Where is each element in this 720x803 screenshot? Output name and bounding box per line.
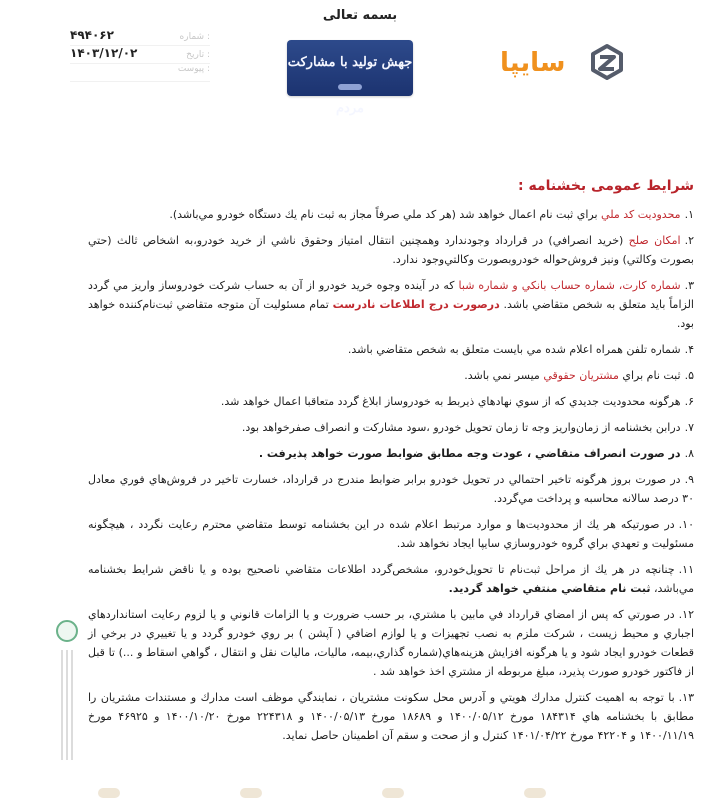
- term-text: در صورت انصراف متقاضي ، عودت وجه مطابق ضوابط صورت خواهد پذيرفت .: [258, 447, 681, 460]
- term-number: ۷.: [684, 421, 694, 434]
- term-item: [88, 470, 694, 508]
- term-text: شماره كارت، شماره حساب بانكي و شماره شبا: [458, 279, 681, 292]
- term-text: ثبت نام براي: [618, 369, 681, 382]
- term-number: ۶.: [684, 395, 694, 408]
- term-number: ۲.: [684, 234, 694, 247]
- term-number: ۱۰.: [678, 518, 694, 531]
- term-number: ۵.: [684, 369, 694, 382]
- letter-date-label: تاریخ :: [186, 50, 210, 60]
- term-text: شماره تلفن همراه اعلام شده مي بايست متعلق به شخص متقاضي باشد.: [347, 343, 681, 356]
- saipa-logo: [500, 34, 630, 94]
- letter-attachment-label: پیوست :: [177, 64, 210, 74]
- term-text: براي ثبت نام اعمال خواهد شد (هر كد ملي صرفاً مجاز به ثبت نام يك دستگاه خودرو مي‌باشد).: [169, 208, 602, 221]
- term-item: [88, 366, 694, 385]
- side-fine-print: [61, 650, 73, 760]
- letter-date: ۱۴۰۳/۱۲/۰۲: [70, 46, 138, 60]
- term-text: ميسر نمي باشد.: [464, 369, 544, 382]
- term-text: در صورتيكه هر يك از محدوديت‌ها و موارد مرتبط اعلام شده در اين بخشنامه توسط متقاضي محترم رعايت نگردد ، هيچگونه مسئوليت و تعهدي براي گروه خودروسازي سايپا ايجاد نخواهد شد.: [88, 518, 694, 550]
- term-text: محدوديت كد ملي: [601, 208, 681, 221]
- meta-date-row: [70, 46, 210, 64]
- term-text: هرگونه محدوديت جديدي كه از سوي نهادهاي ذيربط به خودروساز ابلاغ گردد متعاقبا اعمال خواهد شد.: [220, 395, 681, 408]
- leaf-emblem-icon: [56, 620, 78, 642]
- term-number: ۱۳.: [678, 691, 694, 704]
- letter-number-label: شماره :: [179, 32, 210, 42]
- term-item: [88, 444, 694, 463]
- term-text: تمام مسئوليت آن متوجه متقاضي ثبت‌نام‌كننده خواهد بود.: [88, 298, 694, 330]
- term-item: [88, 340, 694, 359]
- term-item: [88, 560, 694, 598]
- saipa-logo-text: سایپا: [500, 48, 566, 78]
- terms-heading: شرايط عمومی بخشنامه :: [517, 178, 694, 194]
- term-item: [88, 392, 694, 411]
- letter-number: ۴۹۴۰۶۲: [70, 28, 114, 42]
- term-text: درابن بخشنامه از زمان‌واريز وجه تا زمان تحويل خودرو ،سود مشاركت و انصراف صفرخواهد بود.: [241, 421, 681, 434]
- term-item: [88, 605, 694, 681]
- banner-ornament: [287, 84, 413, 92]
- term-text: چنانچه در هر يك از مراحل ثبت‌نام تا تحويل‌خودرو، مشخص‌گردد اطلاعات متقاضي ناصحيح بوده و يا ناقض شرايط بخشنامه مي‌باشد،: [88, 563, 694, 595]
- basmala: بسمه تعالی: [322, 8, 398, 23]
- term-item: [88, 205, 694, 224]
- term-number: ۳.: [684, 279, 695, 292]
- term-number: ۱۲.: [678, 608, 694, 621]
- slogan-text: جهش تولید با مشارکت مردم: [287, 55, 413, 116]
- term-item: [88, 688, 694, 745]
- term-item: [88, 418, 694, 437]
- term-number: ۱.: [684, 208, 694, 221]
- term-text: مشتريان حقوقي: [543, 369, 619, 382]
- term-number: ۹.: [684, 473, 694, 486]
- footer-ornament: [98, 788, 578, 800]
- letter-meta: [70, 28, 210, 82]
- slogan-banner: [287, 40, 413, 116]
- term-item: [88, 515, 694, 553]
- meta-number-row: [70, 28, 210, 46]
- terms-list: [88, 205, 694, 752]
- term-item: [88, 231, 694, 269]
- term-text: با توجه به اهميت كنترل مدارك هويتي و آدرس محل سكونت مشتريان ، نمايندگي موظف است مدارك و مستندات مشتريان را مطابق با بخشنامه هاي ۱۸۴۳۱۴ مورخ ۱۴۰۰/۰۵/۱۲ و ۱۸۶۸۹ مورخ ۱۴۰۰/۰۵/۱۳ و ۲۲۴۳۱۸ مورخ ۱۴۰۰/۱۰/۲۰ و ۴۶۹۲۵ مورخ ۱۴۰۰/۱۱/۱۹ و ۴۲۲۰۴ مورخ ۱۴۰۱/۰۴/۲۲ كنترل و از صحت و سقم آن اطمينان حاصل نمايد.: [88, 691, 695, 742]
- side-strip: [54, 620, 80, 770]
- term-item: [88, 276, 694, 333]
- term-text: در صورتي كه پس از امضاي قرارداد في مابين با مشتري، بر حسب ضرورت و يا الزامات قانوني و يا لزوم رعايت استانداردهاي اجباري و محيط زيست ، شركت ملزم به نصب تجهيزات و يا لوازم اضافي ( آپشن ) بر روي خودرو گردد و يا تغييري در برخي از قطعات خودرو ايجاد شود و يا هرگونه افزايش هزينه‌هاي(شماره گذاري،بيمه، ماليات، ماليات نقل و انتقال ، گواهي اسقاط و ...) تا قبل از فاكتور خودرو صورت پذيرد، مبلغ مربوطه از مشتري اخذ خواهد شد .: [88, 608, 694, 678]
- term-text: در صورت بروز هرگونه تاخير احتمالي در تحويل خودرو برابر ضوابط مندرج در قرارداد، خسارت تاخير در فروش‌هاي فوري معادل ۳۰ درصد سالانه محاسبه و پرداخت مي‌گردد.: [88, 473, 694, 505]
- term-text: (خريد انصرافي) در قرارداد وجودندارد وهمچنين انتقال امتياز وحقوق ناشي از خريد خودرو،به اشخاص ثالث (حتي بصورت وكالتي) ونيز فروش‌حواله خودروبصورت وكالتي‌وجود ندارد.: [88, 234, 694, 266]
- term-number: ۸.: [684, 447, 694, 460]
- term-number: ۴.: [684, 343, 694, 356]
- meta-attachment-row: [70, 64, 210, 82]
- term-text: امكان صلح: [628, 234, 681, 247]
- term-number: ۱۱.: [678, 563, 694, 576]
- saipa-logo-icon: [586, 42, 628, 84]
- term-text: كه در آينده وجوه خريد خودرو از آن به حساب شركت خودروساز واريز مي گردد الزاماً بايد متعلق به شخص متقاضي باشد.: [88, 279, 694, 311]
- term-text: ثبت نام متقاضي منتفي خواهد گرديد.: [448, 582, 651, 595]
- term-text: درصورت درج اطلاعات نادرست: [332, 298, 500, 311]
